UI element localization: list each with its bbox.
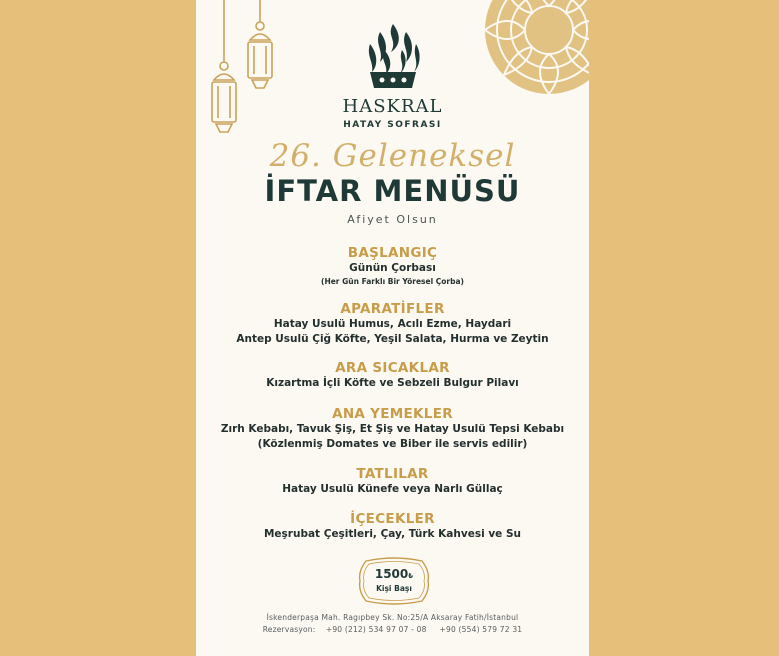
section-heading: APARATİFLER — [340, 301, 445, 317]
section-ana-yemekler — [196, 406, 589, 452]
price-amount — [356, 567, 432, 581]
phone-2[interactable]: +90 (554) 579 72 31 — [439, 625, 523, 634]
brand-name: HASKRAL — [342, 96, 443, 117]
footer-address: İskenderpaşa Mah. Ragıpbey Sk. No:25/A Aksaray Fatih/İstanbul — [266, 613, 519, 622]
badge-frame-icon — [356, 557, 432, 605]
section-heading: BAŞLANGIÇ — [347, 245, 438, 261]
crown-flame-logo-icon — [364, 22, 422, 96]
phone-1[interactable]: +90 (212) 534 97 07 - 08 — [325, 625, 427, 634]
section-icecekler — [196, 511, 589, 542]
mandala-ornament-icon — [479, 0, 589, 100]
section-heading: ANA YEMEKLER — [332, 406, 453, 422]
menu-item: Meşrubat Çeşitleri, Çay, Türk Kahvesi ve Su — [263, 528, 521, 540]
lantern-icon — [240, 0, 280, 100]
brand-subtitle: HATAY SOFRASI — [343, 120, 442, 130]
menu-item: (Közlenmiş Domates ve Biber ile servis edilir) — [257, 438, 528, 450]
page-title: İFTAR MENÜSÜ — [264, 174, 521, 208]
menu-item: Hatay Usulü Künefe veya Narlı Güllaç — [282, 483, 503, 495]
section-tatlilar — [196, 466, 589, 497]
section-baslangic — [196, 245, 589, 288]
menu-note: (Her Gün Farklı Bir Yöresel Çorba) — [321, 277, 464, 286]
currency-symbol: ₺ — [408, 572, 414, 580]
section-heading: ARA SICAKLAR — [335, 360, 450, 376]
lantern-icon — [204, 0, 244, 140]
price-value: 1500 — [374, 567, 409, 581]
menu-item: Zırh Kebabı, Tavuk Şiş, Et Şiş ve Hatay Usulü Tepsi Kebabı — [220, 423, 565, 435]
title-subtitle: Afiyet Olsun — [347, 213, 438, 226]
price-badge — [356, 557, 432, 605]
price-per: Kişi Başı — [376, 584, 412, 593]
section-ara-sicaklar — [196, 360, 589, 391]
section-heading: TATLILAR — [356, 466, 429, 482]
menu-item: Hatay Usulü Humus, Acılı Ezme, Haydari — [273, 318, 512, 330]
menu-card — [196, 0, 589, 656]
menu-item: Kızartma İçli Köfte ve Sebzeli Bulgur Pilavı — [266, 377, 519, 389]
section-heading: İÇECEKLER — [350, 511, 435, 527]
menu-item: Antep Usulü Çiğ Köfte, Yeşil Salata, Hurma ve Zeytin — [236, 333, 549, 345]
reservation-label: Rezervasyon: — [262, 625, 316, 634]
menu-item: Günün Çorbası — [349, 262, 436, 274]
script-title: 26. Geleneksel — [269, 138, 516, 174]
footer-reservation — [196, 625, 589, 634]
section-aparatifler — [196, 301, 589, 347]
